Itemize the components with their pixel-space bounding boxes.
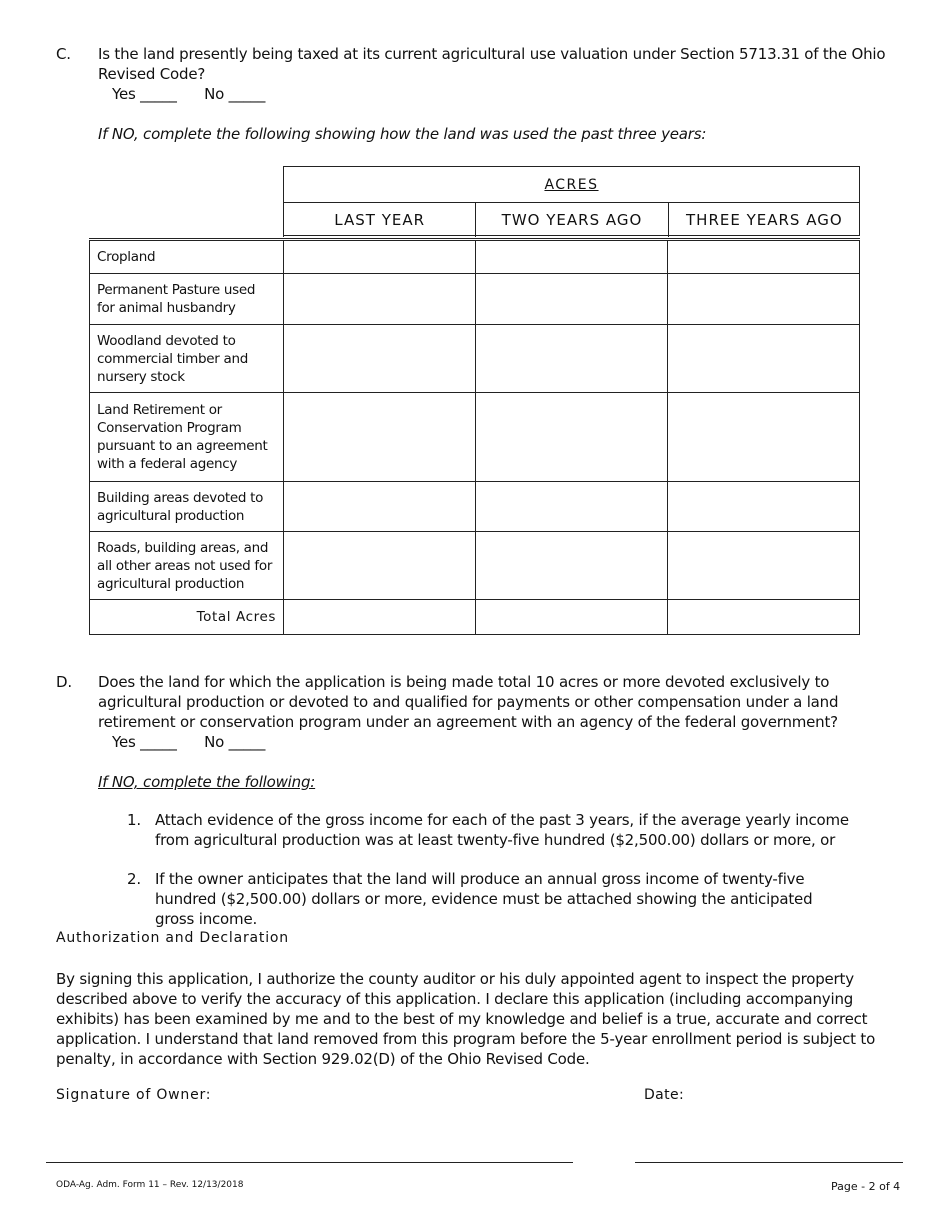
form-id: ODA-Ag. Adm. Form 11 – Rev. 12/13/2018 [56, 1180, 244, 1190]
authorization-title: Authorization and Declaration [56, 930, 289, 946]
table-row-total [90, 600, 860, 635]
list-item: If the owner anticipates that the land will produce an annual gross income of twenty-five hundred ($2,500.00) dollars or more, evidence must be attached showing the anticipated gross income. [155, 870, 813, 928]
table-row [90, 274, 860, 325]
authorization-text: By signing this application, I authorize the county auditor or his duly appointed agent to inspect the property described above to verify the accuracy of this application. I declare this application (including accompanying exhibits) has been examined by me and to the best of my knowledge and belief is a true, accurate and correct application. I understand that land removed from this program before the 5-year enrollment period is subject to penalty, in accordance with Section 929.02(D) of the Ohio Revised Code. [56, 970, 876, 1068]
column-header-two-years-ago: TWO YEARS AGO [475, 203, 667, 237]
column-header-three-years-ago: THREE YEARS AGO [668, 203, 860, 237]
date-label: Date: [644, 1087, 685, 1103]
acres-table-header [283, 166, 860, 236]
acres-input-cell[interactable] [668, 393, 860, 482]
date-line[interactable] [635, 1162, 903, 1163]
section-c-instruction: If NO, complete the following showing how the land was used the past three years: [98, 125, 707, 143]
table-row [90, 532, 860, 600]
acres-input-cell[interactable] [476, 482, 668, 532]
page-number: Page - 2 of 4 [831, 1180, 901, 1193]
acres-input-cell[interactable] [476, 274, 668, 325]
row-label-building-areas: Building areas devoted to agricultural production [90, 482, 284, 532]
list-item-number: 1. [127, 811, 141, 829]
acres-input-cell[interactable] [284, 393, 476, 482]
signature-label: Signature of Owner: [56, 1087, 212, 1103]
acres-table [89, 238, 860, 635]
acres-input-cell[interactable] [284, 325, 476, 393]
acres-input-cell[interactable] [668, 325, 860, 393]
row-label-cropland: Cropland [90, 240, 284, 274]
section-d-instruction: If NO, complete the following: [98, 773, 316, 791]
signature-line[interactable] [46, 1162, 573, 1163]
table-row [90, 393, 860, 482]
acres-input-cell[interactable] [476, 532, 668, 600]
row-label-permanent-pasture: Permanent Pasture used for animal husbandry [90, 274, 284, 325]
acres-input-cell[interactable] [476, 325, 668, 393]
section-c-yes-no[interactable]: Yes _____ No _____ [112, 85, 266, 103]
acres-input-cell[interactable] [668, 274, 860, 325]
acres-column-headers [283, 202, 860, 237]
section-c-letter: C. [56, 45, 71, 63]
table-row [90, 240, 860, 274]
acres-input-cell[interactable] [476, 240, 668, 274]
acres-input-cell[interactable] [284, 532, 476, 600]
column-header-last-year: LAST YEAR [283, 203, 475, 237]
list-item: Attach evidence of the gross income for each of the past 3 years, if the average yearly income from agricultural production was at least twenty-five hundred ($2,500.00) dollars or more, or [155, 811, 849, 849]
acres-input-cell[interactable] [668, 240, 860, 274]
table-row [90, 325, 860, 393]
table-row [90, 482, 860, 532]
total-acres-cell[interactable] [284, 600, 476, 635]
acres-title: ACRES [544, 177, 599, 193]
row-label-land-retirement: Land Retirement or Conservation Program pursuant to an agreement with a federal agency [90, 393, 284, 482]
section-d-letter: D. [56, 673, 72, 691]
acres-input-cell[interactable] [284, 240, 476, 274]
total-acres-cell[interactable] [668, 600, 860, 635]
acres-input-cell[interactable] [476, 393, 668, 482]
section-d-question: Does the land for which the application is being made total 10 acres or more devoted exclusively to agricultural production or devoted to and qualified for payments or other compensation under a land retirement or conservation program under an agreement with an agency of the federal government? [98, 673, 839, 731]
row-label-woodland: Woodland devoted to commercial timber and nursery stock [90, 325, 284, 393]
total-acres-label: Total Acres [90, 600, 284, 635]
acres-input-cell[interactable] [668, 532, 860, 600]
list-item-number: 2. [127, 870, 141, 888]
total-acres-cell[interactable] [476, 600, 668, 635]
acres-input-cell[interactable] [284, 482, 476, 532]
section-c-question: Is the land presently being taxed at its current agricultural use valuation under Section 5713.31 of the Ohio Revised Code? [98, 45, 886, 83]
acres-input-cell[interactable] [668, 482, 860, 532]
row-label-roads: Roads, building areas, and all other areas not used for agricultural production [90, 532, 284, 600]
section-d-yes-no[interactable]: Yes _____ No _____ [112, 733, 266, 751]
acres-input-cell[interactable] [284, 274, 476, 325]
